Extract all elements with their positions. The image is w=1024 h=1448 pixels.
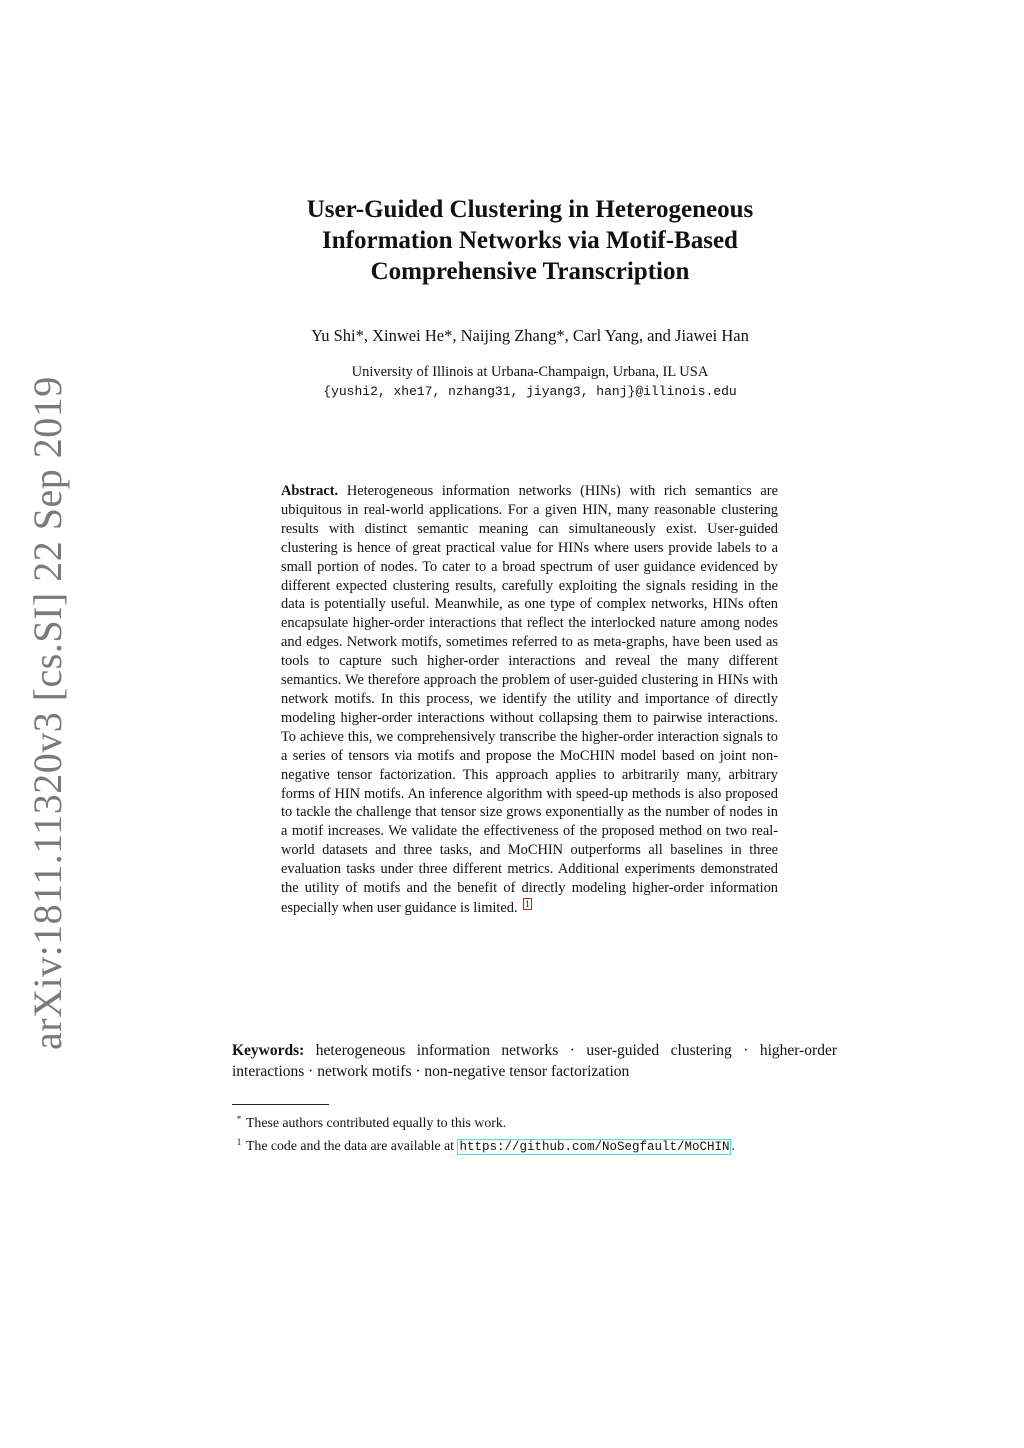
footnote-period: .	[731, 1137, 735, 1153]
author-list: Yu Shi*, Xinwei He*, Naijing Zhang*, Carl Yang, and Jiawei Han	[311, 326, 749, 345]
footnote-equal-contribution	[232, 1110, 852, 1133]
footnote-text: These authors contributed equally to this work.	[246, 1115, 507, 1130]
title-line: Information Networks via Motif-Based	[322, 227, 738, 254]
title-line: Comprehensive Transcription	[370, 258, 690, 285]
footnotes	[232, 1110, 852, 1156]
keywords-label: Keywords:	[232, 1042, 305, 1059]
author-emails: {yushi2, xhe17, nzhang31, jiyang3, hanj}@illinois.edu	[323, 384, 737, 399]
footnote-reference-link[interactable]: 1	[525, 898, 530, 909]
abstract	[281, 482, 778, 918]
footnote-code-availability	[232, 1133, 852, 1157]
arxiv-identifier-stamp: arXiv:1811.11320v3 [cs.SI] 22 Sep 2019	[25, 376, 70, 1050]
paper-title	[240, 194, 820, 287]
footnote-mark: *	[236, 1114, 242, 1124]
footnote-divider	[232, 1104, 329, 1105]
footnote-mark: 1	[236, 1136, 242, 1147]
github-url-link[interactable]: https://github.com/NoSegfault/MoCHIN	[459, 1139, 730, 1154]
keywords-text: heterogeneous information networks · user-guided clustering · higher-order interactions · network motifs · non-negative tensor factorization	[232, 1042, 838, 1080]
title-line: User-Guided Clustering in Heterogeneous	[306, 196, 754, 223]
abstract-text: Heterogeneous information networks (HINs) with rich semantics are ubiquitous in real-world applications. For a given HIN, many reasonable clustering results with distinct semantic meaning can simultaneously exist. User-guided clustering is hence of great practical value for HINs where users provide labels to a small portion of nodes. To cater to a broad spectrum of user guidance evidenced by different expected clustering results, carefully exploiting the signals residing in the data is potentially useful. Meanwhile, as one type of complex networks, HINs often encapsulate higher-order interactions that reflect the interlocked nature among nodes and edges. Network motifs, sometimes referred to as meta-graphs, have been used as tools to capture such higher-order interactions and reveal the many different semantics. We therefore approach the problem of user-guided clustering in HINs with network motifs. In this process, we identify the utility and importance of directly modeling higher-order interactions without collapsing them to pairwise interactions. To achieve this, we comprehensively transcribe the higher-order interaction signals to a series of tensors via motifs and propose the MoCHIN model based on joint non-negative tensor factorization. This approach applies to arbitrarily many, arbitrary forms of HIN motifs. An inference algorithm with speed-up methods is also proposed to tackle the challenge that tensor size grows exponentially as the number of nodes in a motif increases. We validate the effectiveness of the proposed method on two real-world datasets and three tasks, and MoCHIN outperforms all baselines in three evaluation tasks under three different metrics. Additional experiments demonstrated the utility of motifs and the benefit of directly modeling higher-order information especially when user guidance is limited.	[281, 483, 778, 916]
keywords	[232, 1040, 837, 1082]
affiliation: University of Illinois at Urbana-Champaign, Urbana, IL USA	[351, 364, 709, 380]
footnote-text: The code and the data are available at	[246, 1137, 458, 1153]
abstract-label: Abstract.	[281, 483, 339, 499]
